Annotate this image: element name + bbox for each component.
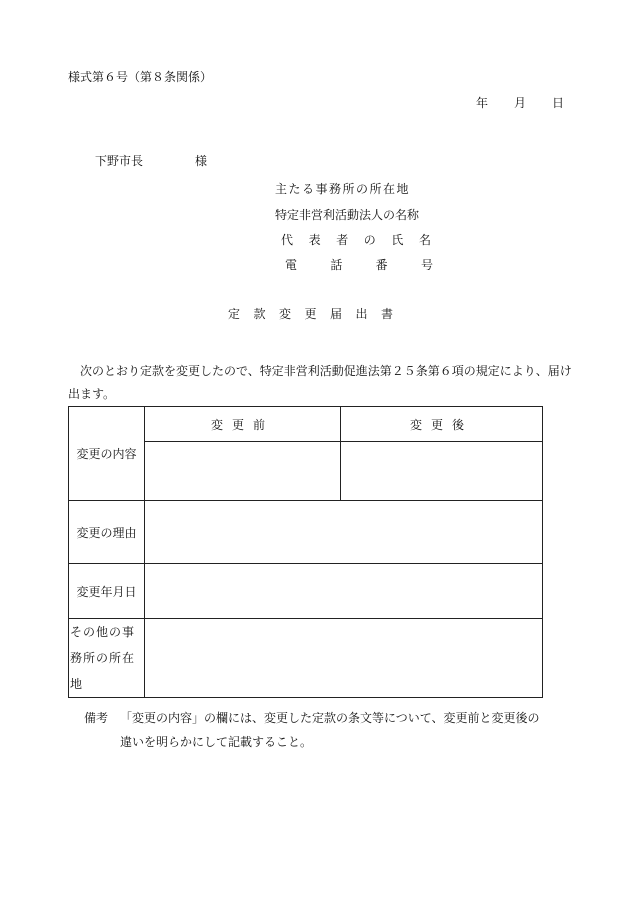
other-office-label (69, 619, 145, 698)
representative-char: 名 (418, 233, 431, 247)
reason-field[interactable] (145, 501, 543, 564)
other-office-label-line: 務所の所在 (70, 651, 136, 665)
body-text: 次のとおり定款を変更したので、特定非営利活動促進法第２５条第６項の規定により、届け出ます。 (68, 364, 572, 401)
date-month: 月 (514, 96, 527, 110)
reason-label: 変更の理由 (69, 501, 145, 564)
form-number: 様式第６号（第８条関係） (68, 70, 213, 84)
representative-char: 代 (281, 233, 294, 247)
representative-char: 者 (336, 233, 349, 247)
remarks-line1: 「変更の内容」の欄には、変更した定款の条文等について、変更前と変更後の (120, 711, 540, 725)
content-label: 変更の内容 (69, 407, 145, 501)
change-form-table (68, 406, 543, 698)
phone-char: 号 (420, 258, 433, 272)
date-year: 年 (476, 96, 489, 110)
remarks-label: 備考 (84, 711, 109, 725)
representative-char: 表 (308, 233, 321, 247)
after-header: 変更後 (341, 407, 543, 442)
remarks-line2: 違いを明らかにして記載すること。 (120, 735, 313, 749)
representative-char: の (363, 233, 376, 247)
phone-char: 話 (330, 258, 343, 272)
addressee-honorific: 様 (195, 154, 208, 168)
change-date-label: 変更年月日 (69, 564, 145, 619)
remarks (84, 706, 540, 754)
after-field[interactable] (341, 442, 543, 501)
applicant-phone (275, 256, 433, 273)
phone-char: 番 (375, 258, 388, 272)
document-title: 定款変更届出書 (228, 307, 407, 321)
addressee (95, 152, 207, 169)
before-field[interactable] (145, 442, 341, 501)
addressee-name: 下野市長 (95, 154, 144, 168)
other-office-field[interactable] (145, 619, 543, 698)
date-day: 日 (552, 96, 565, 110)
other-office-label-line: その他の事 (70, 625, 136, 639)
change-date-field[interactable] (145, 564, 543, 619)
applicant-representative (275, 231, 431, 248)
before-header: 変更前 (145, 407, 341, 442)
applicant-corporation-name: 特定非営利活動法人の名称 (275, 208, 420, 222)
applicant-office-location: 主たる事務所の所在地 (275, 182, 411, 196)
phone-char: 電 (285, 258, 298, 272)
date-line (476, 94, 564, 111)
other-office-label-line: 地 (70, 677, 84, 691)
representative-char: 氏 (391, 233, 404, 247)
